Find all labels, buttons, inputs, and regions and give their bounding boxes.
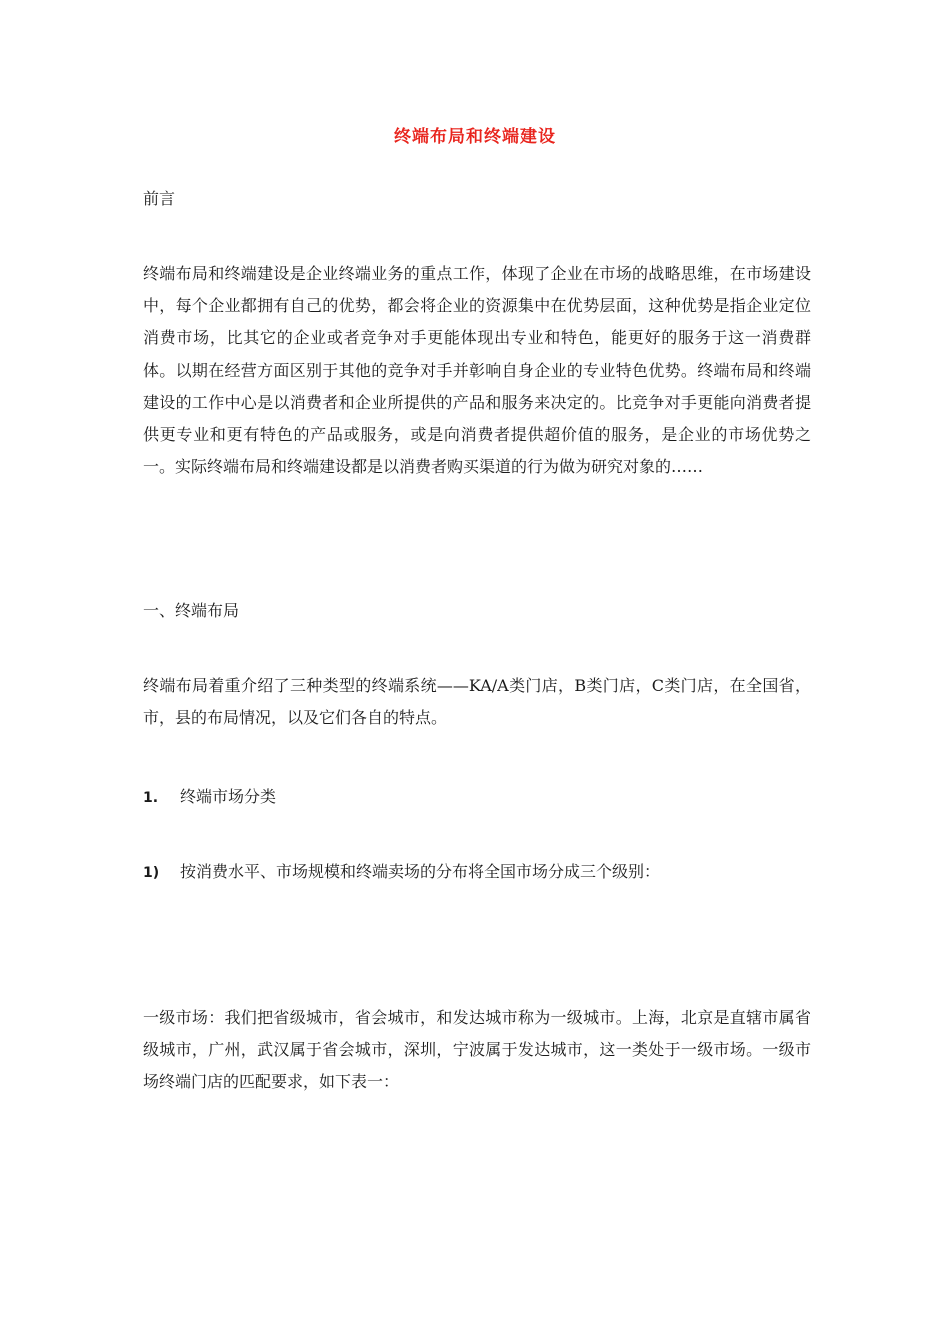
numbered-subitem — [143, 860, 811, 885]
tier1-paragraph: 一级市场：我们把省级城市，省会城市，和发达城市称为一级城市。上海，北京是直辖市属省级城市，广州，武汉属于省会城市，深圳，宁波属于发达城市，这一类处于一级市场。一级市场终端门店的匹配要求，如下表一： — [143, 1008, 811, 1092]
numbered-item — [143, 785, 811, 810]
item-number: 1. — [143, 790, 159, 806]
document-title: 终端布局和终端建设 — [394, 127, 556, 147]
subitem-number: 1) — [143, 865, 160, 881]
section-paragraph: 终端布局着重介绍了三种类型的终端系统——KA/A类门店，B类门店，C类门店，在全国省，市，县的布局情况，以及它们各自的特点。 — [143, 676, 811, 728]
preface-heading: 前言 — [143, 189, 176, 208]
item-text: 终端市场分类 — [180, 787, 277, 806]
section-heading: 一、终端布局 — [143, 601, 240, 620]
subitem-text: 按消费水平、市场规模和终端卖场的分布将全国市场分成三个级别： — [180, 862, 661, 881]
preface-paragraph: 终端布局和终端建设是企业终端业务的重点工作，体现了企业在市场的战略思维，在市场建设中，每个企业都拥有自己的优势，都会将企业的资源集中在优势层面，这种优势是指企业定位消费市场，比其它的企业或者竞争对手更能体现出专业和特色，能更好的服务于这一消费群体。以期在经营方面区别于其他的竞争对手并彰响自身企业的专业特色优势。终端布局和终端建设的工作中心是以消费者和企业所提供的产品和服务来决定的。比竞争对手更能向消费者提供更专业和更有特色的产品或服务，或是向消费者提供超价值的服务，是企业的市场优势之一。实际终端布局和终端建设都是以消费者购买渠道的行为做为研究对象的…… — [143, 264, 811, 477]
